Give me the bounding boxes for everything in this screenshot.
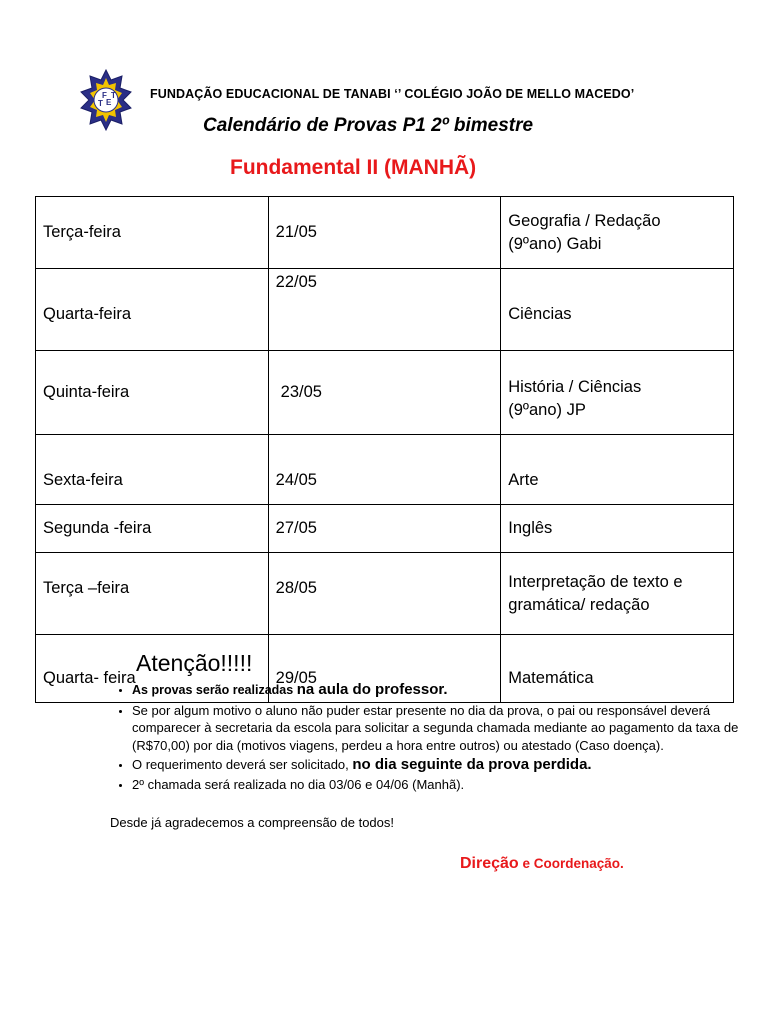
notes-list — [110, 681, 742, 795]
day-cell: Terça-feira — [36, 197, 269, 269]
day-cell: Terça –feira — [36, 553, 269, 635]
subject-cell — [501, 269, 734, 351]
list-item — [132, 756, 742, 774]
day-cell: Sexta-feira — [36, 435, 269, 505]
note-text: As provas serão realizadas — [132, 683, 297, 697]
subject-line: gramática/ redação — [508, 595, 650, 614]
note-emphasis: na aula do professor. — [296, 681, 448, 698]
date-cell: 23/05 — [268, 351, 501, 435]
subject-cell — [501, 505, 734, 553]
school-logo — [80, 68, 132, 132]
subject-cell — [501, 553, 734, 635]
subject-line: Geografia / Redação — [508, 211, 661, 230]
logo-letter-t2: T — [111, 91, 116, 100]
date-cell: 22/05 — [268, 269, 501, 351]
subject-line: Interpretação de texto e — [508, 572, 683, 591]
subject-line: (9ºano) JP — [508, 400, 586, 419]
attention-heading: Atenção!!!!! — [136, 650, 253, 676]
subject-line: História / Ciências — [508, 377, 642, 396]
subject-line: Inglês — [508, 519, 553, 537]
list-item — [132, 776, 742, 794]
signature-direction: Direção — [460, 855, 519, 872]
table-row — [36, 351, 734, 435]
logo-letter-e: E — [106, 98, 112, 107]
signature-coordination: e Coordenação. — [518, 856, 624, 871]
date-cell: 27/05 — [268, 505, 501, 553]
list-item — [132, 681, 742, 700]
table-row — [36, 197, 734, 269]
subject-line: Matemática — [508, 669, 594, 687]
exam-schedule-table — [35, 196, 734, 703]
signature — [460, 855, 624, 873]
page-subtitle: Fundamental II (MANHÃ) — [230, 156, 477, 179]
subject-cell — [501, 435, 734, 505]
list-item — [132, 702, 742, 755]
day-cell: Quarta-feira — [36, 269, 269, 351]
note-text: Se por algum motivo o aluno não puder estar presente no dia da prova, o pai ou responsável deverá comparecer à secretaria da escola para solicitar a segunda chamada mediante ao pagamento da taxa de (R$70,00) por dia (motivos viagens, perdeu a hora entre outros) ou atestado (Caso doença). — [132, 702, 739, 753]
date-cell: 21/05 — [268, 197, 501, 269]
page-title: Calendário de Provas P1 2º bimestre — [203, 115, 534, 136]
thanks-text: Desde já agradecemos a compreensão de todos! — [110, 815, 395, 830]
subject-line: Arte — [508, 471, 539, 489]
table-row — [36, 435, 734, 505]
note-emphasis: no dia seguinte da prova perdida. — [352, 756, 592, 773]
day-cell: Segunda -feira — [36, 505, 269, 553]
organization-name: FUNDAÇÃO EDUCACIONAL DE TANABI ‘’ COLÉGIO JOÃO DE MELLO MACEDO’ — [150, 87, 635, 101]
subject-cell — [501, 197, 734, 269]
table-row — [36, 505, 734, 553]
date-cell: 28/05 — [268, 553, 501, 635]
note-text: 2º chamada será realizada no dia 03/06 e 04/06 (Manhã). — [132, 776, 465, 792]
subject-line: (9ºano) Gabi — [508, 234, 602, 253]
day-cell: Quinta-feira — [36, 351, 269, 435]
subject-line: Ciências — [508, 305, 572, 323]
table-row — [36, 269, 734, 351]
day-cell: Quarta- feira — [36, 635, 269, 703]
date-cell: 24/05 — [268, 435, 501, 505]
logo-letter-f: F — [102, 91, 107, 100]
note-text: O requerimento deverá ser solicitado, — [132, 757, 353, 772]
subject-cell — [501, 351, 734, 435]
date-cell: 29/05 — [268, 635, 501, 703]
table-row — [36, 553, 734, 635]
logo-letter-t1: T — [98, 99, 103, 108]
